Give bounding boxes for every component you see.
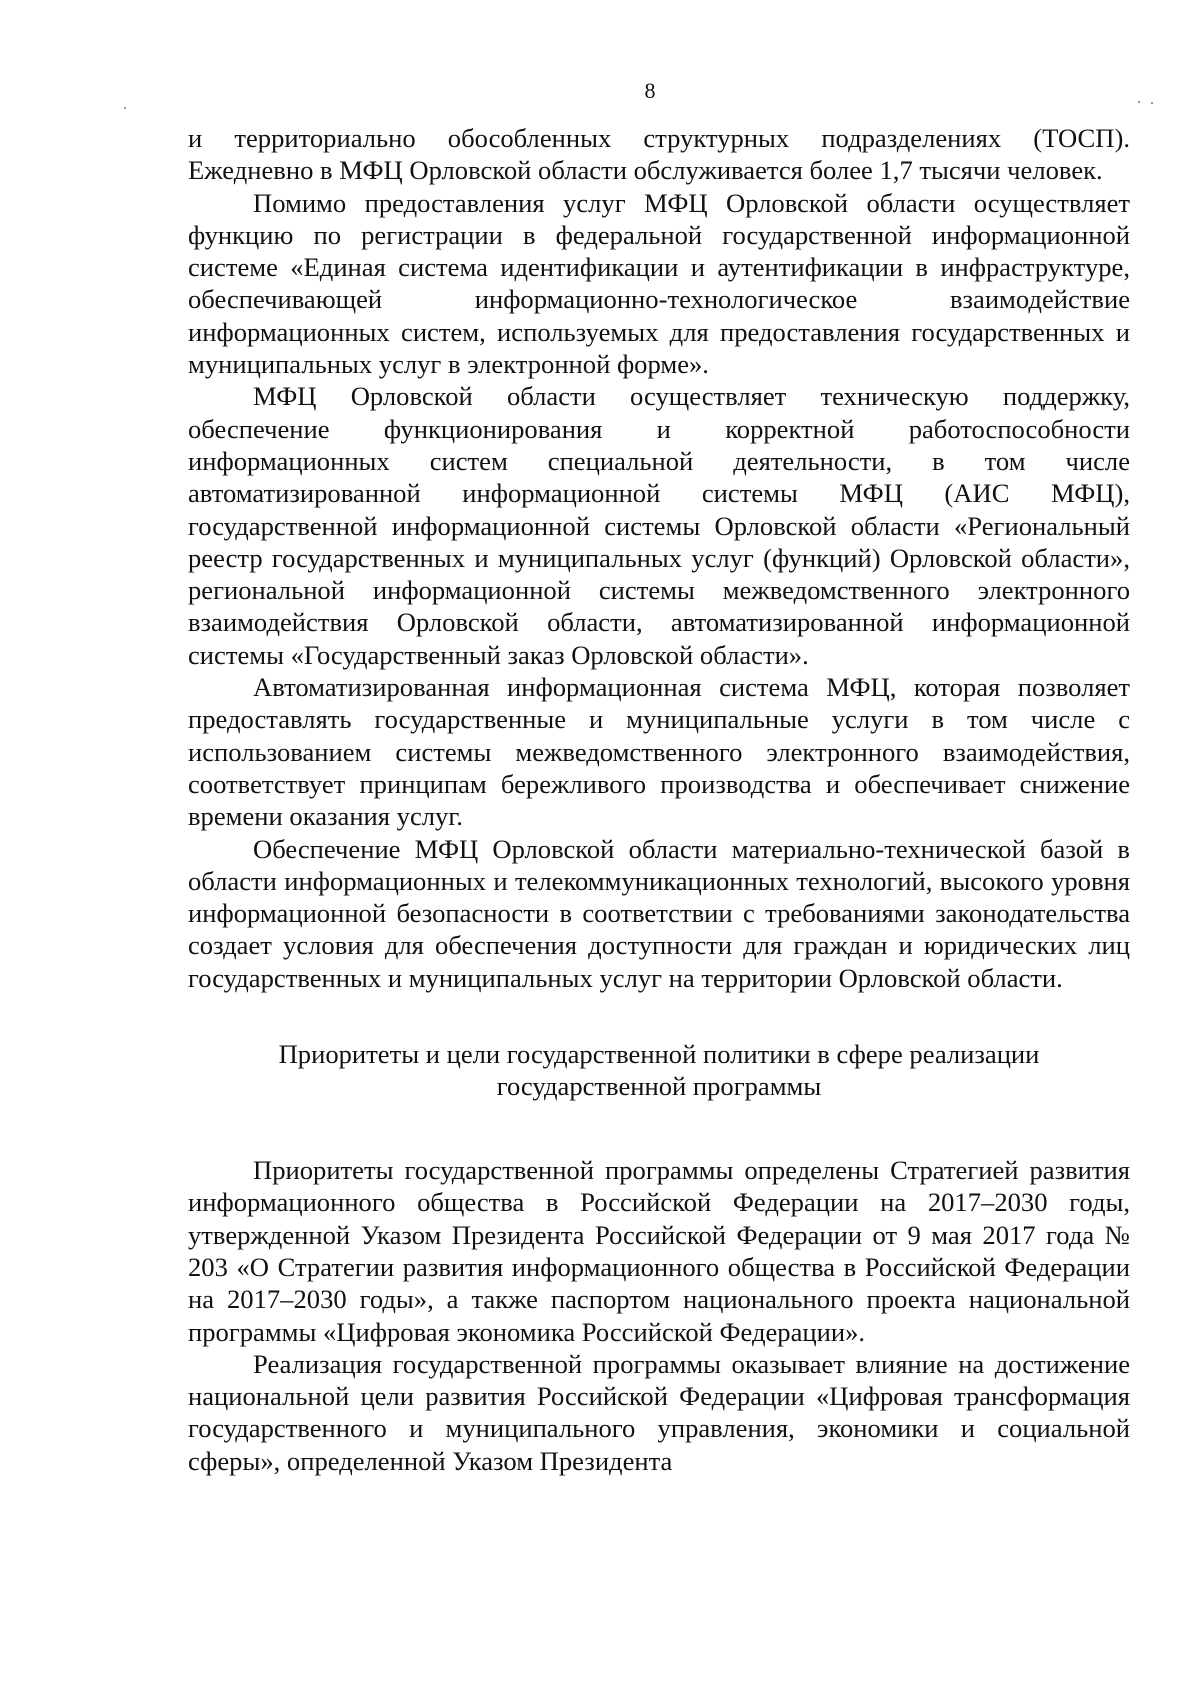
scan-speck [124,107,126,109]
paragraph-tosp: и территориально обособленных структурных подразделениях (ТОСП). Ежедневно в МФЦ Орловской области обслуживается более 1,7 тысячи человек. [188,123,1130,186]
scan-speck [1138,101,1140,103]
section-heading [188,1038,1130,1102]
document-body [188,122,1130,1477]
section-heading-line-2: государственной программы [496,1071,822,1102]
page-number: 8 [644,78,656,103]
section-heading-line-1: Приоритеты и цели государственной политики в сфере реализации [278,1039,1040,1070]
paragraph-technical-support: МФЦ Орловской области осуществляет техническую поддержку, обеспечение функционирования и корректной работоспособности информационных систем специальной деятельности, в том числе автоматизированной информационной системы МФЦ (АИС МФЦ), государственной информационной системы Орловской области «Региональный реестр государственных и муниципальных услуг (функций) Орловской области», региональной информационной системы межведомственного электронного взаимодействия Орловской области, автоматизированной информационной системы «Государственный заказ Орловской области». [188,381,1130,670]
paragraph-material-base: Обеспечение МФЦ Орловской области материально-технической базой в области информационных и телекоммуникационных технологий, высокого уровня информационной безопасности в соответствии с требованиями законодательства создает условия для обеспечения доступности для граждан и юридических лиц государственных и муниципальных услуг на территории Орловской области. [188,833,1130,993]
scan-speck [1151,102,1153,104]
paragraph-registration-function: Помимо предоставления услуг МФЦ Орловской области осуществляет функцию по регистрации в федеральной государственной информационной системе «Единая система идентификации и аутентификации в инфраструктуре, обеспечивающей информационно-технологическое взаимодействие информационных систем, используемых для предоставления государственных и муниципальных услуг в электронной форме». [188,187,1130,380]
paragraph-ais-mfc: Автоматизированная информационная система МФЦ, которая позволяет предоставлять государственные и муниципальные услуги в том числе с использованием системы межведомственного электронного взаимодействия, соответствует принципам бережливого производства и обеспечивает снижение времени оказания услуг. [188,672,1130,832]
paragraph-priorities: Приоритеты государственной программы определены Стратегией развития информационного общества в Российской Федерации на 2017–2030 годы, утвержденной Указом Президента Российской Федерации от 9 мая 2017 года № 203 «О Стратегии развития информационного общества в Российской Федерации на 2017–2030 годы», а также паспортом национального проекта национальной программы «Цифровая экономика Российской Федерации». [188,1155,1130,1347]
paragraph-national-goal: Реализация государственной программы оказывает влияние на достижение национальной цели развития Российской Федерации «Цифровая трансформация государственного и муниципального управления, экономики и социальной сферы», определенной Указом Президента [188,1348,1130,1476]
